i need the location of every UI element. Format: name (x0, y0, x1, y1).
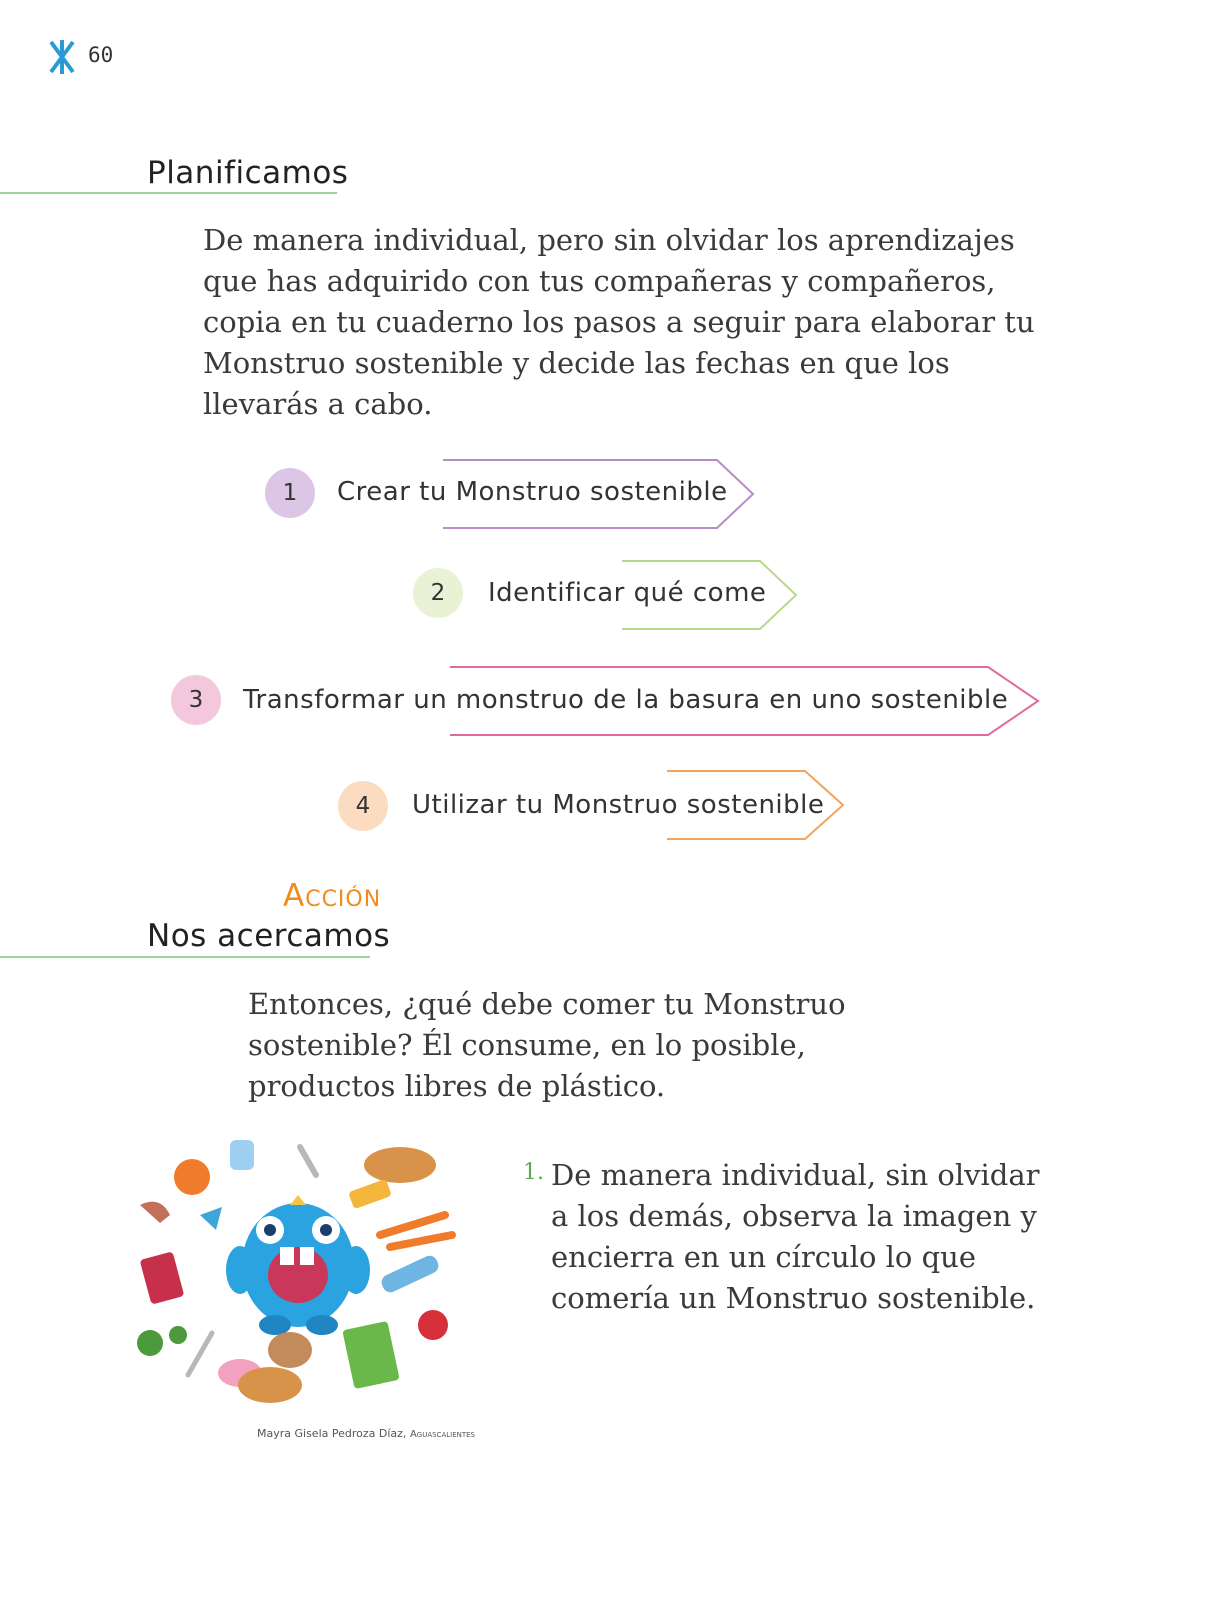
step-badge: 4 (338, 781, 388, 831)
title-underline (0, 192, 337, 194)
step-badge: 1 (265, 468, 315, 518)
title-underline (0, 956, 370, 958)
logo-icon (47, 38, 77, 76)
step-label: Identificar qué come (488, 578, 767, 608)
monster-food-illustration (130, 1135, 470, 1415)
step-badge: 2 (413, 568, 463, 618)
planificamos-paragraph: De manera individual, pero sin olvidar los aprendizajes que has adquirido con tus compañeras y compañeros, copia en tu cuaderno los pasos a seguir para elaborar tu Monstruo sostenible y decide las fechas en que los llevarás a cabo. (203, 223, 1035, 421)
section-title-nos-acercamos: Nos acercamos (147, 918, 391, 954)
illustration-credit (257, 1427, 475, 1440)
page-number: 60 (88, 43, 114, 67)
credit-place: Aguascalientes (409, 1429, 475, 1440)
activity-text: De manera individual, sin olvidar a los demás, observa la imagen y encierra en un círculo lo que comería un Monstruo sostenible. (551, 1158, 1040, 1315)
step-label: Transformar un monstruo de la basura en uno sostenible (243, 685, 1009, 715)
step-badge: 3 (171, 675, 221, 725)
credit-author: Mayra Gisela Pedroza Díaz, (257, 1427, 407, 1440)
step-label: Crear tu Monstruo sostenible (337, 477, 728, 507)
acercamos-paragraph: Entonces, ¿qué debe comer tu Monstruo sostenible? Él consume, en lo posible, productos libres de plástico. (248, 987, 846, 1103)
accion-label: Acción (283, 878, 382, 914)
activity-number: 1. (523, 1160, 544, 1185)
step-label: Utilizar tu Monstruo sostenible (412, 790, 825, 820)
section-title-planificamos: Planificamos (147, 155, 349, 191)
